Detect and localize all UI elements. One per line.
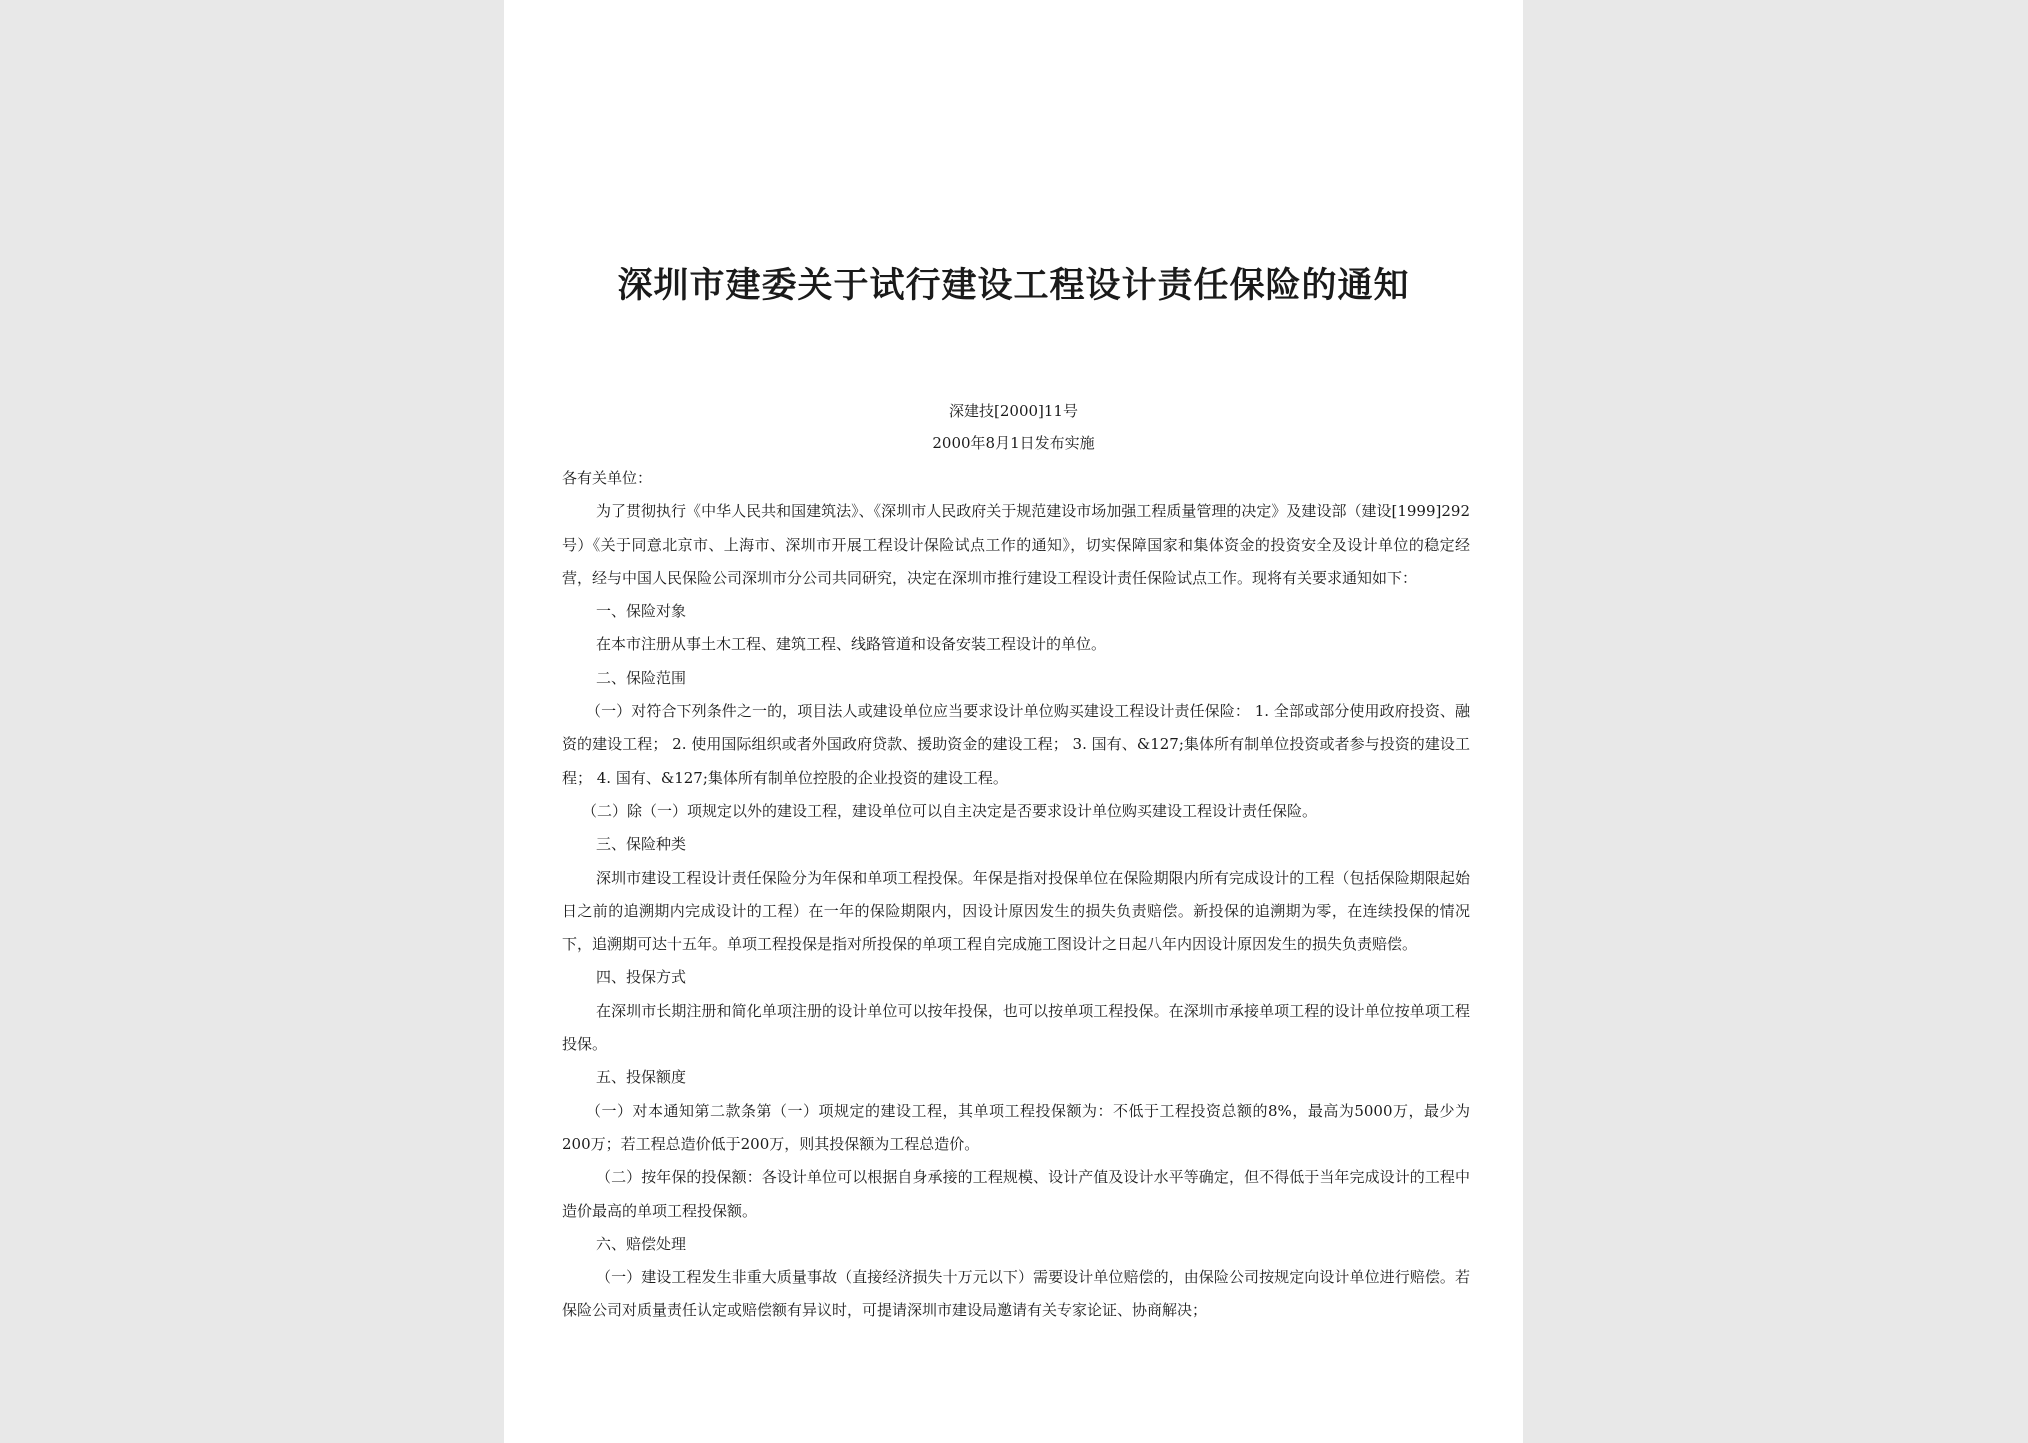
paragraph-section-6-item-1: （一）建设工程发生非重大质量事故（直接经济损失十万元以下）需要设计单位赔偿的，由保险公司按规定向设计单位进行赔偿。若保险公司对质量责任认定或赔偿额有异议时，可提请深圳市建设局邀请有关专家论证、协商解决； bbox=[562, 1268, 1470, 1320]
paragraph-section-2-item-2: （二）除（一）项规定以外的建设工程，建设单位可以自主决定是否要求设计单位购买建设工程设计责任保险。 bbox=[582, 801, 1318, 820]
section-heading-6: 六、赔偿处理 bbox=[596, 1234, 687, 1253]
paragraph-section-2-item-1: （一）对符合下列条件之一的，项目法人或建设单位应当要求设计单位购买建设工程设计责任保险： 1. 全部或部分使用政府投资、融资的建设工程； 2. 使用国际组织或者外国政府贷款、援助资金的建设工程； 3. 国有、&127;集体所有制单位投资或者参与投资的建设工程； 4. 国有、&127;集体所有制单位控股的企业投资的建设工程。 bbox=[562, 702, 1470, 787]
paragraph-section-5-item-2: （二）按年保的投保额：各设计单位可以根据自身承接的工程规模、设计产值及设计水平等确定，但不得低于当年完成设计的工程中造价最高的单项工程投保额。 bbox=[562, 1168, 1470, 1220]
issue-date: 2000年8月1日发布实施 bbox=[932, 434, 1095, 452]
paragraph-section-1: 在本市注册从事土木工程、建筑工程、线路管道和设备安装工程设计的单位。 bbox=[596, 635, 1107, 654]
section-heading-2: 二、保险范围 bbox=[596, 668, 687, 687]
document-body bbox=[562, 462, 1470, 1328]
section-heading-1: 一、保险对象 bbox=[596, 602, 687, 621]
section-heading-5: 五、投保额度 bbox=[596, 1068, 687, 1087]
document-title: 深圳市建委关于试行建设工程设计责任保险的通知 bbox=[617, 265, 1410, 306]
paragraph-intro: 为了贯彻执行《中华人民共和国建筑法》、《深圳市人民政府关于规范建设市场加强工程质量管理的决定》及建设部（建设[1999]292号）《关于同意北京市、上海市、深圳市开展工程设计保险试点工作的通知》，切实保障国家和集体资金的投资安全及设计单位的稳定经营，经与中国人民保险公司深圳市分公司共同研究，决定在深圳市推行建设工程设计责任保险试点工作。现将有关要求通知如下： bbox=[562, 502, 1470, 587]
document-number: 深建技[2000]11号 bbox=[949, 402, 1078, 420]
paragraph-section-3: 深圳市建设工程设计责任保险分为年保和单项工程投保。年保是指对投保单位在保险期限内所有完成设计的工程（包括保险期限起始日之前的追溯期内完成设计的工程）在一年的保险期限内，因设计原因发生的损失负责赔偿。新投保的追溯期为零，在连续投保的情况下，追溯期可达十五年。单项工程投保是指对所投保的单项工程自完成施工图设计之日起八年内因设计原因发生的损失负责赔偿。 bbox=[562, 868, 1470, 954]
salutation: 各有关单位： bbox=[562, 469, 653, 487]
document-page bbox=[504, 0, 1523, 1443]
section-heading-4: 四、投保方式 bbox=[596, 968, 687, 987]
paragraph-section-5-item-1: （一）对本通知第二款条第（一）项规定的建设工程，其单项工程投保额为：不低于工程投资总额的8%，最高为5000万，最少为200万；若工程总造价低于200万，则其投保额为工程总造价。 bbox=[562, 1101, 1470, 1153]
paragraph-section-4: 在深圳市长期注册和简化单项注册的设计单位可以按年投保，也可以按单项工程投保。在深圳市承接单项工程的设计单位按单项工程投保。 bbox=[562, 1001, 1470, 1054]
section-heading-3: 三、保险种类 bbox=[596, 835, 687, 854]
